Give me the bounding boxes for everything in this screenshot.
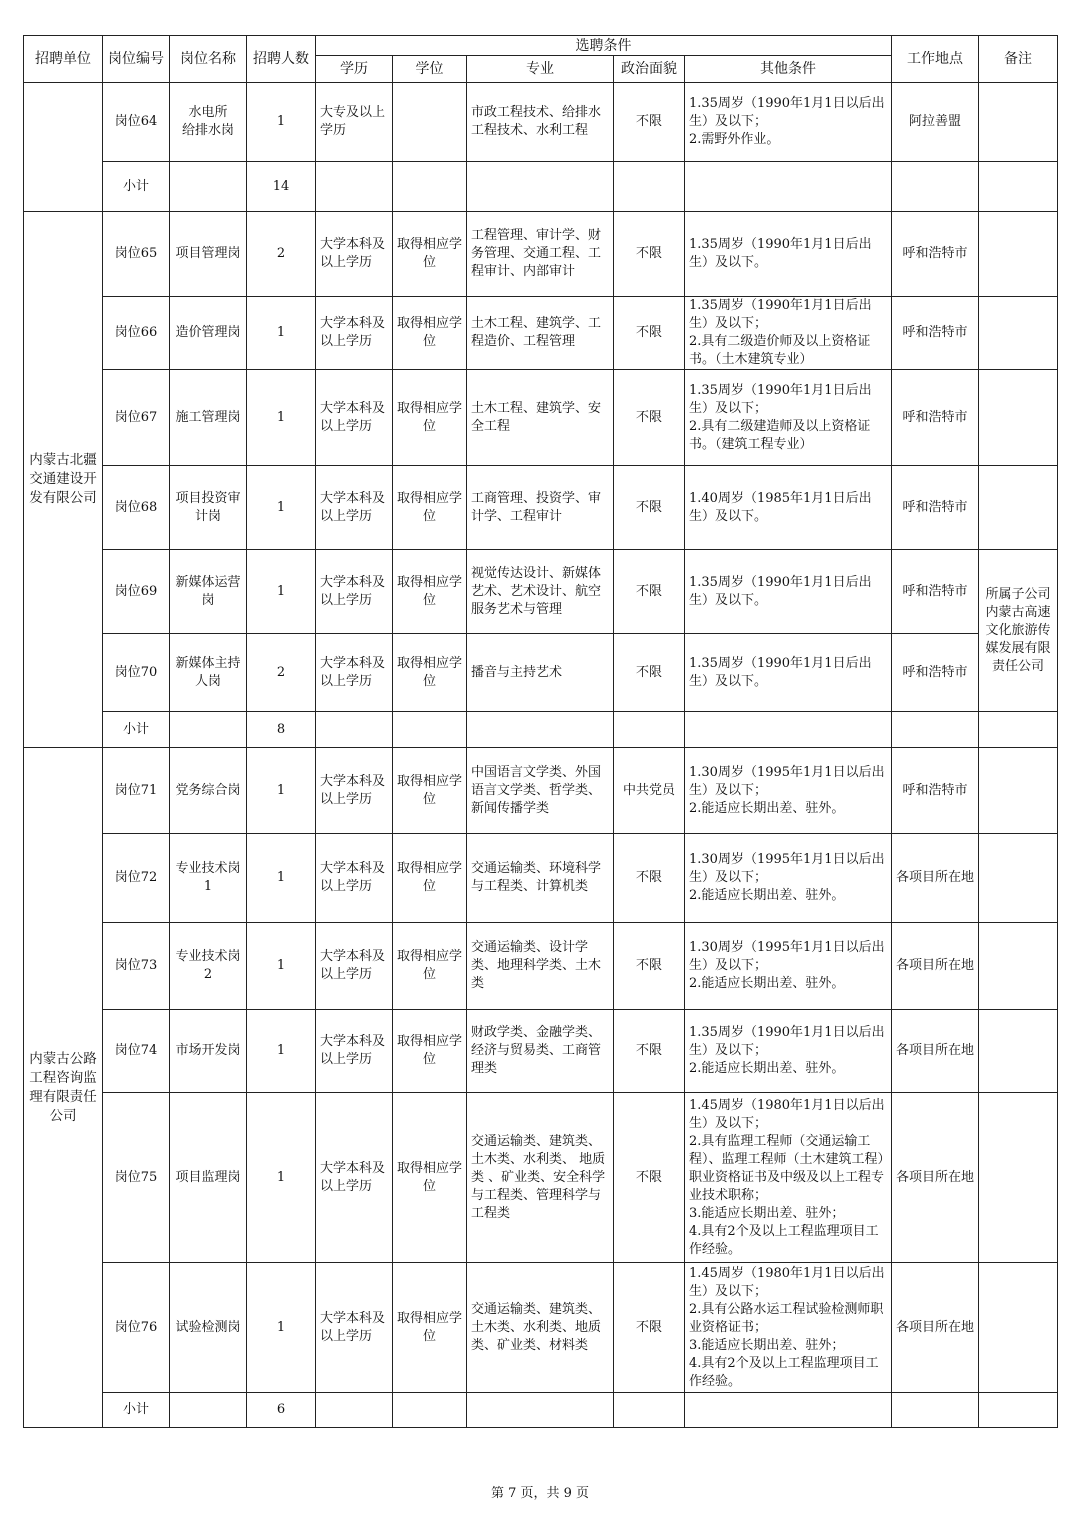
remark	[979, 466, 1058, 550]
hire-count: 1	[247, 834, 316, 923]
work-location: 各项目所在地	[892, 1010, 979, 1093]
remark	[979, 1093, 1058, 1263]
remark	[979, 1393, 1058, 1428]
degree-requirement: 取得相应学位	[393, 1010, 467, 1093]
education-requirement: 大学本科及以上学历	[316, 212, 393, 297]
position-code: 岗位74	[103, 1010, 170, 1093]
hire-count: 1	[247, 923, 316, 1010]
degree-requirement: 取得相应学位	[393, 1263, 467, 1393]
education-requirement: 大学本科及以上学历	[316, 466, 393, 550]
empty-cell	[614, 162, 685, 212]
major-requirement: 土木工程、建筑学、安全工程	[467, 370, 614, 466]
degree-requirement: 取得相应学位	[393, 834, 467, 923]
other-conditions: 1.35周岁（1990年1月1日后出生）及以下； 2.具有二级造价师及以上资格证书。（土木建筑专业）	[685, 297, 892, 370]
empty-cell	[467, 1393, 614, 1428]
remark	[979, 923, 1058, 1010]
table-row	[24, 634, 1058, 712]
subtotal-label: 小计	[103, 1393, 170, 1428]
recruiting-unit: 内蒙古公路工程咨询监理有限责任公司	[24, 748, 103, 1428]
political-status: 不限	[614, 83, 685, 162]
other-conditions: 1.40周岁（1985年1月1日后出生）及以下。	[685, 466, 892, 550]
header-name: 岗位名称	[170, 36, 247, 83]
hire-count: 1	[247, 748, 316, 834]
subtotal-count: 6	[247, 1393, 316, 1428]
remark	[979, 162, 1058, 212]
subtotal-row	[24, 712, 1058, 748]
hire-count: 1	[247, 297, 316, 370]
hire-count: 1	[247, 466, 316, 550]
education-requirement: 大学本科及以上学历	[316, 1010, 393, 1093]
education-requirement: 大学本科及以上学历	[316, 1263, 393, 1393]
subtotal-count: 14	[247, 162, 316, 212]
hire-count: 1	[247, 83, 316, 162]
position-code: 岗位71	[103, 748, 170, 834]
header-remark: 备注	[979, 36, 1058, 83]
position-name: 新媒体主持人岗	[170, 634, 247, 712]
subtotal-row	[24, 162, 1058, 212]
header-conditions: 选聘条件	[316, 36, 892, 56]
political-status: 不限	[614, 1093, 685, 1263]
degree-requirement: 取得相应学位	[393, 212, 467, 297]
position-name: 党务综合岗	[170, 748, 247, 834]
education-requirement: 大学本科及以上学历	[316, 550, 393, 634]
work-location: 呼和浩特市	[892, 550, 979, 634]
degree-requirement: 取得相应学位	[393, 466, 467, 550]
empty-cell	[170, 712, 247, 748]
major-requirement: 财政学类、金融学类、经济与贸易类、工商管理类	[467, 1010, 614, 1093]
political-status: 不限	[614, 212, 685, 297]
table-row	[24, 1093, 1058, 1263]
position-name: 施工管理岗	[170, 370, 247, 466]
degree-requirement: 取得相应学位	[393, 297, 467, 370]
header-major: 专业	[467, 56, 614, 83]
position-code: 岗位65	[103, 212, 170, 297]
work-location: 呼和浩特市	[892, 370, 979, 466]
political-status: 不限	[614, 297, 685, 370]
table-row	[24, 550, 1058, 634]
header-code: 岗位编号	[103, 36, 170, 83]
political-status: 不限	[614, 466, 685, 550]
empty-cell	[614, 1393, 685, 1428]
hire-count: 2	[247, 634, 316, 712]
major-requirement: 市政工程技术、给排水工程技术、水利工程	[467, 83, 614, 162]
education-requirement: 大学本科及以上学历	[316, 1093, 393, 1263]
degree-requirement	[393, 83, 467, 162]
empty-cell	[393, 712, 467, 748]
table-row	[24, 923, 1058, 1010]
header-education: 学历	[316, 56, 393, 83]
hire-count: 1	[247, 1263, 316, 1393]
education-requirement: 大学本科及以上学历	[316, 297, 393, 370]
major-requirement: 播音与主持艺术	[467, 634, 614, 712]
recruiting-unit: 内蒙古北疆交通建设开发有限公司	[24, 212, 103, 748]
work-location: 呼和浩特市	[892, 748, 979, 834]
major-requirement: 土木工程、建筑学、工程造价、工程管理	[467, 297, 614, 370]
empty-cell	[685, 1393, 892, 1428]
remark: 所属子公司内蒙古高速文化旅游传媒发展有限责任公司	[979, 550, 1058, 712]
header-degree: 学位	[393, 56, 467, 83]
empty-cell	[892, 712, 979, 748]
other-conditions: 1.30周岁（1995年1月1日以后出生）及以下； 2.能适应长期出差、驻外。	[685, 834, 892, 923]
political-status: 不限	[614, 1010, 685, 1093]
work-location: 阿拉善盟	[892, 83, 979, 162]
political-status: 不限	[614, 834, 685, 923]
empty-cell	[170, 1393, 247, 1428]
empty-cell	[170, 162, 247, 212]
remark	[979, 83, 1058, 162]
position-name: 专业技术岗1	[170, 834, 247, 923]
major-requirement: 交通运输类、设计学类、地理科学类、土木类	[467, 923, 614, 1010]
subtotal-label: 小计	[103, 712, 170, 748]
remark	[979, 370, 1058, 466]
work-location: 各项目所在地	[892, 923, 979, 1010]
work-location: 呼和浩特市	[892, 212, 979, 297]
education-requirement: 大专及以上学历	[316, 83, 393, 162]
position-code: 岗位69	[103, 550, 170, 634]
major-requirement: 中国语言文学类、外国语言文学类、哲学类、新闻传播学类	[467, 748, 614, 834]
recruiting-unit	[24, 83, 103, 212]
other-conditions: 1.35周岁（1990年1月1日后出生）及以下。	[685, 212, 892, 297]
hire-count: 1	[247, 1093, 316, 1263]
other-conditions: 1.35周岁（1990年1月1日以后出生）及以下； 2.能适应长期出差、驻外。	[685, 1010, 892, 1093]
header-location: 工作地点	[892, 36, 979, 83]
header-political: 政治面貌	[614, 56, 685, 83]
degree-requirement: 取得相应学位	[393, 550, 467, 634]
remark	[979, 297, 1058, 370]
position-name: 水电所 给排水岗	[170, 83, 247, 162]
degree-requirement: 取得相应学位	[393, 634, 467, 712]
empty-cell	[685, 162, 892, 212]
hire-count: 2	[247, 212, 316, 297]
hire-count: 1	[247, 370, 316, 466]
other-conditions: 1.35周岁（1990年1月1日以后出生）及以下； 2.需野外作业。	[685, 83, 892, 162]
position-code: 岗位72	[103, 834, 170, 923]
remark	[979, 748, 1058, 834]
remark	[979, 212, 1058, 297]
position-name: 试验检测岗	[170, 1263, 247, 1393]
other-conditions: 1.30周岁（1995年1月1日以后出生）及以下； 2.能适应长期出差、驻外。	[685, 923, 892, 1010]
subtotal-count: 8	[247, 712, 316, 748]
empty-cell	[467, 162, 614, 212]
other-conditions: 1.30周岁（1995年1月1日以后出生）及以下； 2.能适应长期出差、驻外。	[685, 748, 892, 834]
position-code: 岗位76	[103, 1263, 170, 1393]
hire-count: 1	[247, 550, 316, 634]
table-row	[24, 297, 1058, 370]
position-name: 项目管理岗	[170, 212, 247, 297]
degree-requirement: 取得相应学位	[393, 748, 467, 834]
table-row	[24, 834, 1058, 923]
position-code: 岗位66	[103, 297, 170, 370]
major-requirement: 交通运输类、建筑类、土木类、水利类、地质类、矿业类、材料类	[467, 1263, 614, 1393]
empty-cell	[393, 1393, 467, 1428]
work-location: 各项目所在地	[892, 1093, 979, 1263]
empty-cell	[393, 162, 467, 212]
position-code: 岗位70	[103, 634, 170, 712]
position-code: 岗位75	[103, 1093, 170, 1263]
empty-cell	[467, 712, 614, 748]
position-name: 新媒体运营岗	[170, 550, 247, 634]
empty-cell	[316, 712, 393, 748]
education-requirement: 大学本科及以上学历	[316, 634, 393, 712]
page-footer: 第 7 页，共 9 页	[490, 1486, 590, 1501]
degree-requirement: 取得相应学位	[393, 370, 467, 466]
position-code: 岗位68	[103, 466, 170, 550]
position-name: 项目监理岗	[170, 1093, 247, 1263]
table-row	[24, 748, 1058, 834]
work-location: 呼和浩特市	[892, 466, 979, 550]
empty-cell	[892, 162, 979, 212]
table-row	[24, 1010, 1058, 1093]
political-status: 不限	[614, 550, 685, 634]
work-location: 呼和浩特市	[892, 297, 979, 370]
degree-requirement: 取得相应学位	[393, 923, 467, 1010]
education-requirement: 大学本科及以上学历	[316, 923, 393, 1010]
work-location: 呼和浩特市	[892, 634, 979, 712]
position-code: 岗位73	[103, 923, 170, 1010]
major-requirement: 交通运输类、建筑类、土木类、水利类、 地质类 、矿业类、安全科学与工程类、管理科学与工程类	[467, 1093, 614, 1263]
remark	[979, 1010, 1058, 1093]
position-name: 造价管理岗	[170, 297, 247, 370]
other-conditions: 1.45周岁（1980年1月1日以后出生）及以下； 2.具有公路水运工程试验检测师职业资格证书； 3.能适应长期出差、驻外； 4.具有2个及以上工程监理项目工作经验。	[685, 1263, 892, 1393]
remark	[979, 1263, 1058, 1393]
education-requirement: 大学本科及以上学历	[316, 370, 393, 466]
work-location: 各项目所在地	[892, 1263, 979, 1393]
table-row	[24, 466, 1058, 550]
table-row	[24, 370, 1058, 466]
table-row	[24, 83, 1058, 162]
political-status: 不限	[614, 370, 685, 466]
other-conditions: 1.35周岁（1990年1月1日后出生）及以下。	[685, 550, 892, 634]
empty-cell	[614, 712, 685, 748]
recruitment-table	[23, 35, 1058, 1428]
empty-cell	[685, 712, 892, 748]
major-requirement: 工商管理、投资学、审计学、工程审计	[467, 466, 614, 550]
header-count: 招聘人数	[247, 36, 316, 83]
table-row	[24, 1263, 1058, 1393]
hire-count: 1	[247, 1010, 316, 1093]
political-status: 中共党员	[614, 748, 685, 834]
empty-cell	[316, 162, 393, 212]
position-code: 岗位64	[103, 83, 170, 162]
political-status: 不限	[614, 923, 685, 1010]
major-requirement: 交通运输类、环境科学与工程类、计算机类	[467, 834, 614, 923]
position-code: 岗位67	[103, 370, 170, 466]
other-conditions: 1.45周岁（1980年1月1日以后出生）及以下； 2.具有监理工程师（交通运输工程）、监理工程师（土木建筑工程）职业资格证书及中级及以上工程专业技术职称； 3.能适应长期出差、驻外； 4.具有2个及以上工程监理项目工作经验。	[685, 1093, 892, 1263]
position-name: 项目投资审计岗	[170, 466, 247, 550]
empty-cell	[892, 1393, 979, 1428]
major-requirement: 视觉传达设计、新媒体艺术、艺术设计、航空服务艺术与管理	[467, 550, 614, 634]
position-name: 市场开发岗	[170, 1010, 247, 1093]
header-other: 其他条件	[685, 56, 892, 83]
table-body	[24, 83, 1058, 1428]
political-status: 不限	[614, 1263, 685, 1393]
remark	[979, 712, 1058, 748]
remark	[979, 834, 1058, 923]
subtotal-label: 小计	[103, 162, 170, 212]
other-conditions: 1.35周岁（1990年1月1日后出生）及以下。	[685, 634, 892, 712]
subtotal-row	[24, 1393, 1058, 1428]
work-location: 各项目所在地	[892, 834, 979, 923]
other-conditions: 1.35周岁（1990年1月1日后出生）及以下； 2.具有二级建造师及以上资格证书。（建筑工程专业）	[685, 370, 892, 466]
political-status: 不限	[614, 634, 685, 712]
empty-cell	[316, 1393, 393, 1428]
position-name: 专业技术岗2	[170, 923, 247, 1010]
education-requirement: 大学本科及以上学历	[316, 834, 393, 923]
table-row	[24, 212, 1058, 297]
degree-requirement: 取得相应学位	[393, 1093, 467, 1263]
header-unit: 招聘单位	[24, 36, 103, 83]
education-requirement: 大学本科及以上学历	[316, 748, 393, 834]
major-requirement: 工程管理、审计学、财务管理、交通工程、工程审计、内部审计	[467, 212, 614, 297]
